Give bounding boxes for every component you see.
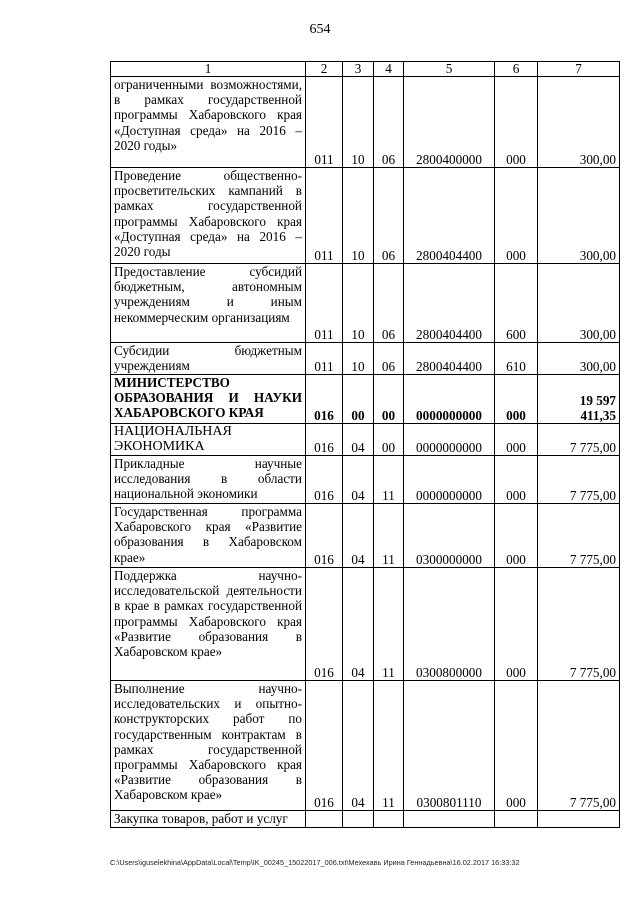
- row-code-subsection: 00: [374, 375, 404, 424]
- row-code-target: 2800404400: [404, 343, 495, 375]
- row-name: Закупка товаров, работ и услуг: [111, 811, 306, 828]
- row-code-ministry: 011: [306, 168, 343, 264]
- row-code-subsection: 11: [374, 456, 404, 504]
- row-code-ministry: 011: [306, 264, 343, 343]
- row-code-subsection: 00: [374, 424, 404, 456]
- row-code-ministry: 016: [306, 375, 343, 424]
- row-code-subsection: 11: [374, 568, 404, 681]
- row-code-expense: 000: [495, 568, 538, 681]
- row-code-expense: 000: [495, 77, 538, 168]
- budget-table: [110, 61, 620, 828]
- row-code-section: 00: [343, 375, 374, 424]
- row-code-section: 10: [343, 264, 374, 343]
- table-row: [111, 811, 620, 828]
- header-col-5: 5: [404, 62, 495, 77]
- table-row: [111, 568, 620, 681]
- table-row: [111, 424, 620, 456]
- header-col-7: 7: [538, 62, 620, 77]
- header-row: [111, 62, 620, 77]
- row-code-subsection: 06: [374, 343, 404, 375]
- table-row: [111, 681, 620, 811]
- table-row: [111, 343, 620, 375]
- row-amount: 7 775,00: [538, 424, 620, 456]
- row-code-section: 04: [343, 456, 374, 504]
- row-code-target: 0300800000: [404, 568, 495, 681]
- row-code-expense: 000: [495, 375, 538, 424]
- row-amount: 300,00: [538, 343, 620, 375]
- row-code-expense: 000: [495, 681, 538, 811]
- file-path-footer: C:\Users\iguselekhina\AppData\Local\Temp\IK_00245_15022017_006.txt\Мехекавь Ирина Геннадьевна\16.02.2017 16:33:32: [110, 858, 520, 867]
- header-col-4: 4: [374, 62, 404, 77]
- row-name: Проведение общественно-просветительских кампаний в рамках государственной программы Хабаровского края «Доступная среда» на 2016 – 2020 годы: [111, 168, 306, 264]
- table-row: [111, 456, 620, 504]
- row-code-ministry: 016: [306, 568, 343, 681]
- row-code-target: 0000000000: [404, 424, 495, 456]
- row-code-expense: [495, 811, 538, 828]
- row-amount: 300,00: [538, 168, 620, 264]
- row-name: ограниченными возможностями, в рамках государственной программы Хабаровского края «Доступная среда» на 2016 – 2020 годы»: [111, 77, 306, 168]
- row-name: НАЦИОНАЛЬНАЯ ЭКОНОМИКА: [111, 424, 306, 456]
- row-code-ministry: 016: [306, 504, 343, 568]
- row-name: МИНИСТЕРСТВО ОБРАЗОВАНИЯ И НАУКИ ХАБАРОВСКОГО КРАЯ: [111, 375, 306, 424]
- row-code-target: 2800404400: [404, 264, 495, 343]
- row-code-expense: 600: [495, 264, 538, 343]
- header-col-2: 2: [306, 62, 343, 77]
- row-code-subsection: 11: [374, 504, 404, 568]
- row-name: Поддержка научно-исследовательской деятельности в крае в рамках государственной программы Хабаровского края «Развитие образования в Хабаровском крае»: [111, 568, 306, 681]
- row-amount: [538, 811, 620, 828]
- row-code-subsection: [374, 811, 404, 828]
- row-name: Субсидии бюджетным учреждениям: [111, 343, 306, 375]
- row-code-target: 2800400000: [404, 77, 495, 168]
- page-number: 654: [309, 22, 331, 37]
- row-code-expense: 000: [495, 504, 538, 568]
- table-row: [111, 504, 620, 568]
- row-amount: 7 775,00: [538, 456, 620, 504]
- row-code-subsection: 06: [374, 264, 404, 343]
- row-code-target: 0300801110: [404, 681, 495, 811]
- row-code-ministry: 011: [306, 77, 343, 168]
- row-amount: 7 775,00: [538, 681, 620, 811]
- row-amount: 300,00: [538, 77, 620, 168]
- row-code-subsection: 11: [374, 681, 404, 811]
- row-code-expense: 000: [495, 424, 538, 456]
- row-code-ministry: [306, 811, 343, 828]
- row-name: Прикладные научные исследования в области национальной экономики: [111, 456, 306, 504]
- row-code-section: 04: [343, 568, 374, 681]
- row-code-section: 04: [343, 424, 374, 456]
- row-name: Предоставление субсидий бюджетным, автономным учреждениям и иным некоммерческим организациям: [111, 264, 306, 343]
- row-code-subsection: 06: [374, 77, 404, 168]
- row-code-target: [404, 811, 495, 828]
- row-code-expense: 000: [495, 168, 538, 264]
- table-row: [111, 77, 620, 168]
- row-code-ministry: 016: [306, 681, 343, 811]
- row-code-section: 10: [343, 343, 374, 375]
- row-code-target: 2800404400: [404, 168, 495, 264]
- row-amount: 300,00: [538, 264, 620, 343]
- row-code-section: 04: [343, 504, 374, 568]
- table-row: [111, 264, 620, 343]
- row-code-ministry: 016: [306, 456, 343, 504]
- row-code-expense: 610: [495, 343, 538, 375]
- row-code-section: 10: [343, 77, 374, 168]
- row-code-section: 10: [343, 168, 374, 264]
- row-name: Выполнение научно-исследовательских и опытно-конструкторских работ по государственным контрактам в рамках государственной программы Хабаровского края «Развитие образования в Хабаровском крае»: [111, 681, 306, 811]
- header-col-6: 6: [495, 62, 538, 77]
- row-amount: 19 597 411,35: [538, 375, 620, 424]
- row-code-ministry: 016: [306, 424, 343, 456]
- row-code-expense: 000: [495, 456, 538, 504]
- row-amount: 7 775,00: [538, 504, 620, 568]
- table-row: [111, 375, 620, 424]
- row-code-section: [343, 811, 374, 828]
- row-name: Государственная программа Хабаровского края «Развитие образования в Хабаровском крае»: [111, 504, 306, 568]
- row-code-section: 04: [343, 681, 374, 811]
- row-code-target: 0300000000: [404, 504, 495, 568]
- header-col-3: 3: [343, 62, 374, 77]
- table-row: [111, 168, 620, 264]
- row-amount: 7 775,00: [538, 568, 620, 681]
- row-code-ministry: 011: [306, 343, 343, 375]
- row-code-target: 0000000000: [404, 456, 495, 504]
- row-code-subsection: 06: [374, 168, 404, 264]
- row-code-target: 0000000000: [404, 375, 495, 424]
- header-col-1: 1: [111, 62, 306, 77]
